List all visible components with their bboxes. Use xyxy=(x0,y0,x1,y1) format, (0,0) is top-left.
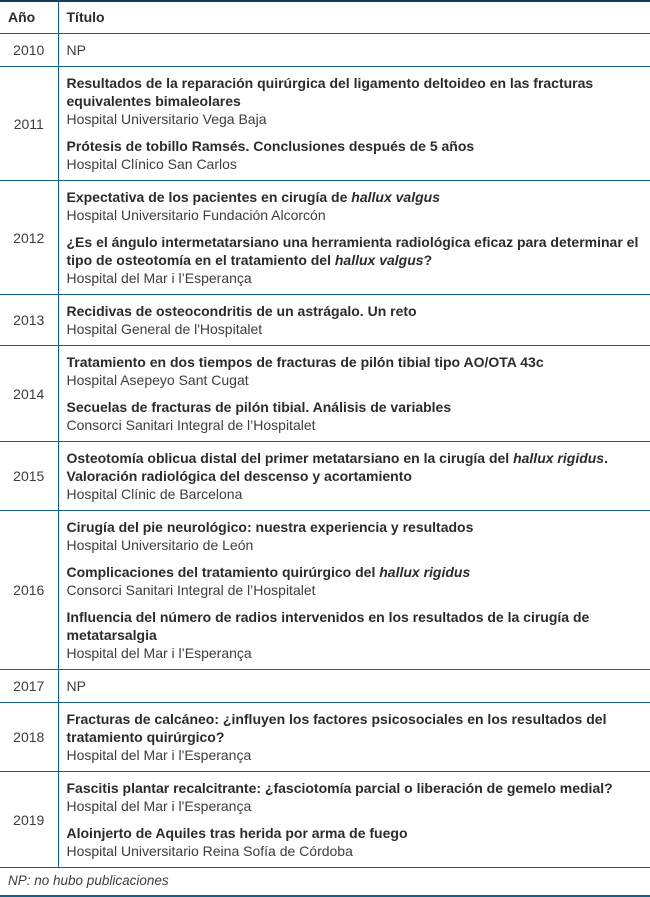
table-header xyxy=(0,1,650,34)
hospital-name: Consorci Sanitari Integral de l’Hospitalet xyxy=(66,582,316,598)
table-row xyxy=(0,295,650,346)
publication-entry xyxy=(67,398,641,434)
publication-entry xyxy=(67,449,641,503)
publication-title: Resultados de la reparación quirúrgica del ligamento deltoideo en las fracturas equivalentes bimaleolares xyxy=(66,75,594,109)
publication-title: Cirugía del pie neurológico: nuestra experiencia y resultados xyxy=(66,519,474,535)
publication-entry xyxy=(67,137,641,173)
year-cell: 2016 xyxy=(0,511,58,670)
year-cell: 2010 xyxy=(0,34,58,67)
no-publications-label: NP xyxy=(66,678,86,694)
publication-title: Tratamiento en dos tiempos de fracturas de pilón tibial tipo AO/OTA 43c xyxy=(66,354,544,370)
year-cell: 2014 xyxy=(0,346,58,442)
publication-entry xyxy=(67,302,641,338)
hospital-name: Hospital Universitario Reina Sofía de Córdoba xyxy=(66,843,353,859)
table-row xyxy=(0,511,650,670)
table-row xyxy=(0,34,650,67)
table-body xyxy=(0,34,650,868)
publication-entry xyxy=(67,710,641,764)
publication-entry xyxy=(67,188,641,224)
publication-title: Influencia del número de radios intervenidos en los resultados de la cirugía de metatarsalgia xyxy=(66,609,590,643)
year-column-header: Año xyxy=(0,1,58,34)
publication-title: Fascitis plantar recalcitrante: ¿fasciotomía parcial o liberación de gemelo medial? xyxy=(66,780,613,796)
hospital-name: Hospital Universitario de León xyxy=(66,537,254,553)
year-cell: 2011 xyxy=(0,67,58,181)
table-row xyxy=(0,346,650,442)
publication-entry xyxy=(67,779,641,815)
table-row xyxy=(0,67,650,181)
title-column-header: Título xyxy=(58,1,650,34)
hospital-name: Hospital Clínico San Carlos xyxy=(66,156,237,172)
year-cell: 2015 xyxy=(0,442,58,511)
table-row xyxy=(0,670,650,703)
publication-title: ¿Es el ángulo intermetatarsiano una herramienta radiológica eficaz para determinar el tipo de osteotomía en el tratamiento del hallux valgus? xyxy=(66,234,639,268)
hospital-name: Hospital Universitario Fundación Alcorcón xyxy=(66,207,326,223)
publication-entry xyxy=(67,353,641,389)
publication-title: Osteotomía oblicua distal del primer metatarsiano en la cirugía del hallux rigidus. Valoración radiológica del descenso y acortamiento xyxy=(66,450,608,484)
hospital-name: Hospital Clínic de Barcelona xyxy=(66,486,243,502)
title-cell xyxy=(58,67,650,181)
hospital-name: Hospital General de l'Hospitalet xyxy=(66,321,263,337)
year-cell: 2019 xyxy=(0,772,58,868)
table-row xyxy=(0,772,650,868)
publication-entry xyxy=(67,563,641,599)
hospital-name: Hospital del Mar i l'Esperança xyxy=(66,747,252,763)
header-row xyxy=(0,1,650,34)
title-cell xyxy=(58,772,650,868)
title-cell xyxy=(58,346,650,442)
publication-title: Aloinjerto de Aquiles tras herida por arma de fuego xyxy=(66,825,408,841)
publication-title: Prótesis de tobillo Ramsés. Conclusiones después de 5 años xyxy=(66,138,475,154)
table-row xyxy=(0,442,650,511)
table-row xyxy=(0,703,650,772)
publication-entry xyxy=(67,518,641,554)
publication-entry xyxy=(67,74,641,128)
publication-entry xyxy=(67,824,641,860)
title-cell xyxy=(58,703,650,772)
publication-title: Recidivas de osteocondritis de un astrágalo. Un reto xyxy=(66,303,417,319)
title-cell xyxy=(58,34,650,67)
year-cell: 2017 xyxy=(0,670,58,703)
hospital-name: Hospital Universitario Vega Baja xyxy=(66,111,267,127)
hospital-name: Hospital del Mar i l’Esperança xyxy=(66,645,252,661)
hospital-name: Hospital del Mar i l’Esperança xyxy=(66,270,252,286)
publication-title: Expectativa de los pacientes en cirugía de hallux valgus xyxy=(66,189,440,205)
publication-title: Secuelas de fracturas de pilón tibial. Análisis de variables xyxy=(66,399,452,415)
year-cell: 2012 xyxy=(0,181,58,295)
title-cell xyxy=(58,511,650,670)
title-cell xyxy=(58,442,650,511)
publication-entry xyxy=(67,233,641,287)
no-publications-label: NP xyxy=(66,42,86,58)
table-row xyxy=(0,181,650,295)
hospital-name: Hospital Asepeyo Sant Cugat xyxy=(66,372,249,388)
table-footnote: NP: no hubo publicaciones xyxy=(0,867,650,897)
hospital-name: Consorci Sanitari Integral de l’Hospitalet xyxy=(66,417,316,433)
publication-title: Fracturas de calcáneo: ¿influyen los factores psicosociales en los resultados del tratamiento quirúrgico? xyxy=(66,711,607,745)
publication-title: Complicaciones del tratamiento quirúrgico del hallux rigidus xyxy=(66,564,471,580)
hospital-name: Hospital del Mar i l'Esperança xyxy=(66,798,252,814)
title-cell xyxy=(58,670,650,703)
title-cell xyxy=(58,295,650,346)
year-cell: 2013 xyxy=(0,295,58,346)
year-cell: 2018 xyxy=(0,703,58,772)
publication-entry xyxy=(67,608,641,662)
title-cell xyxy=(58,181,650,295)
